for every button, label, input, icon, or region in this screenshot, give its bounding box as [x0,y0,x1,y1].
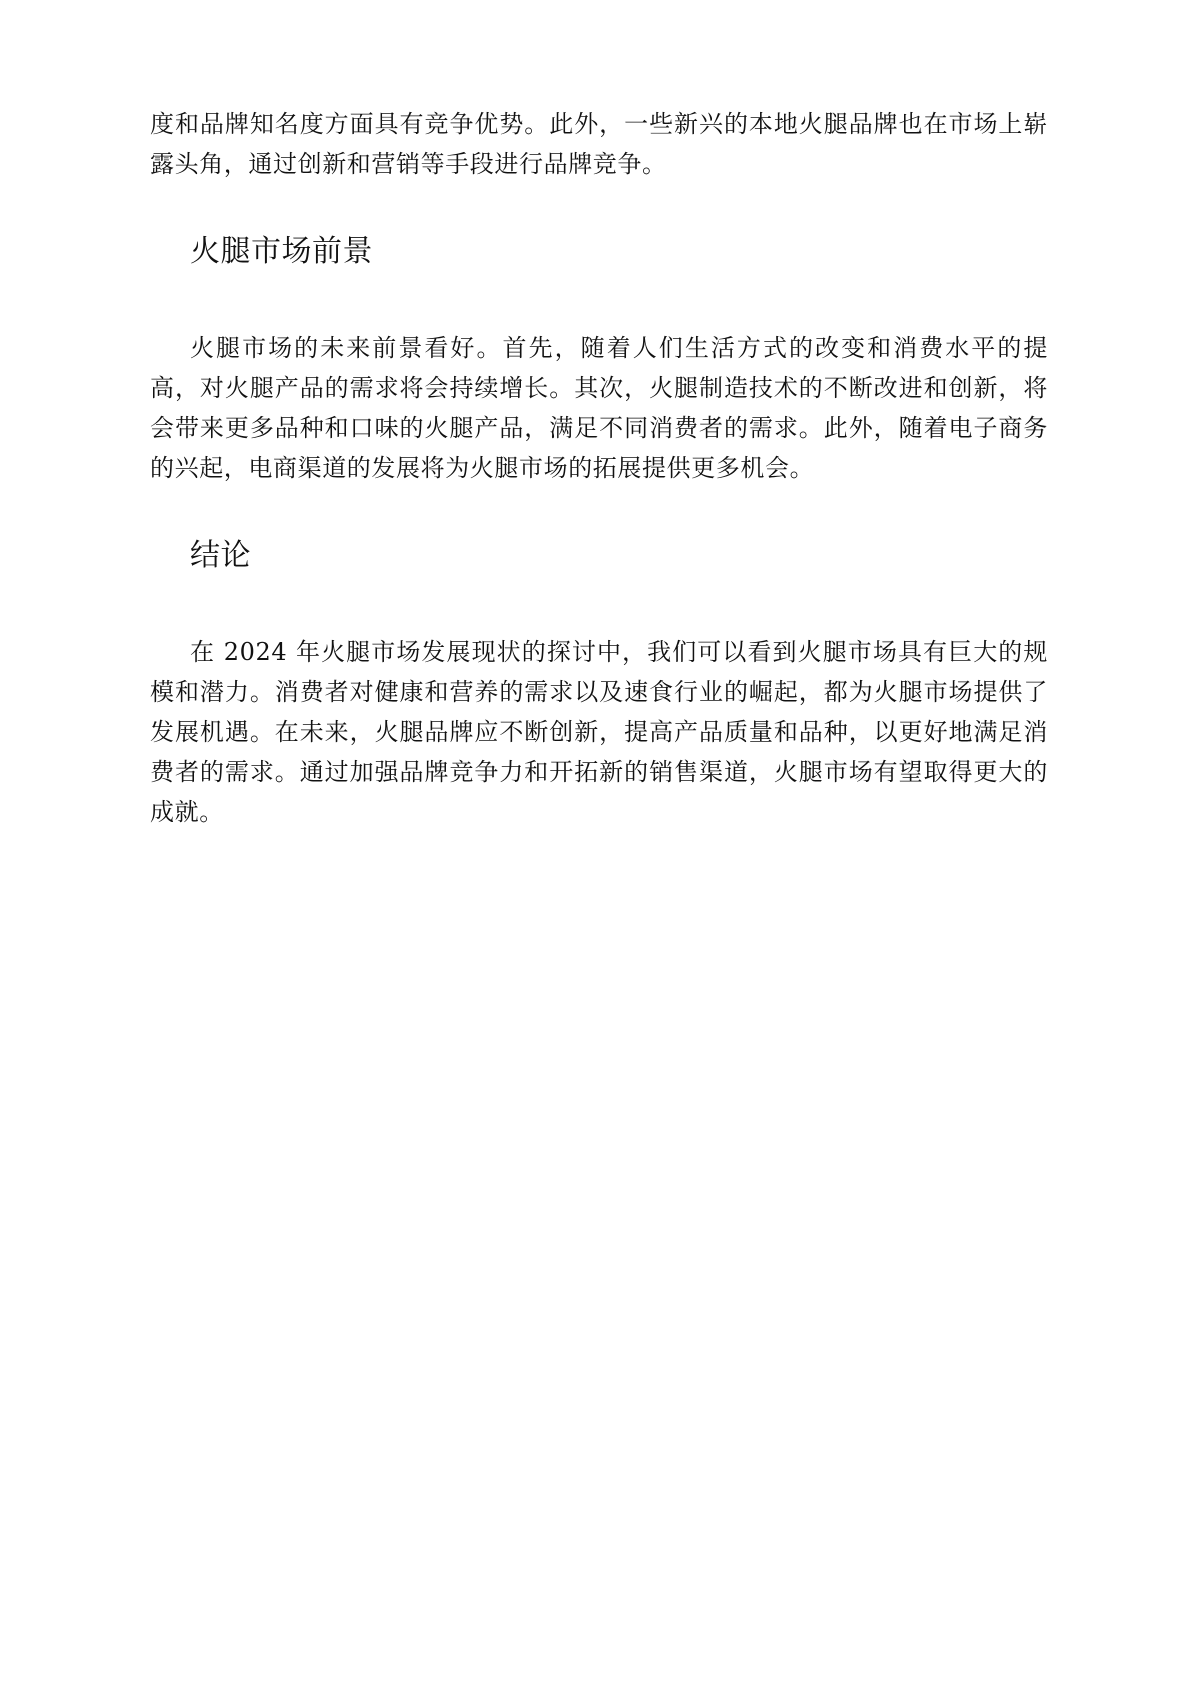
section-heading-market-outlook: 火腿市场前景 [190,234,373,269]
paragraph-conclusion: 在 2024 年火腿市场发展现状的探讨中，我们可以看到火腿市场具有巨大的规模和潜力。消费者对健康和营养的需求以及速食行业的崛起，都为火腿市场提供了发展机遇。在未来，火腿品牌应不断创新，提高产品质量和品种，以更好地满足消费者的需求。通过加强品牌竞争力和开拓新的销售渠道，火腿市场有望取得更大的成就。 [150,638,1048,826]
document-body [150,104,1048,832]
spacer [150,488,1048,536]
section-heading-conclusion: 结论 [190,538,251,573]
paragraph-brand-competition: 度和品牌知名度方面具有竞争优势。此外，一些新兴的本地火腿品牌也在市场上崭露头角，通过创新和营销等手段进行品牌竞争。 [150,110,1048,178]
paragraph-market-outlook: 火腿市场的未来前景看好。首先，随着人们生活方式的改变和消费水平的提高，对火腿产品的需求将会持续增长。其次，火腿制造技术的不断改进和创新，将会带来更多品种和口味的火腿产品，满足不同消费者的需求。此外，随着电子商务的兴起，电商渠道的发展将为火腿市场的拓展提供更多机会。 [150,334,1048,482]
spacer [150,576,1048,632]
spacer [150,272,1048,328]
spacer [150,184,1048,232]
